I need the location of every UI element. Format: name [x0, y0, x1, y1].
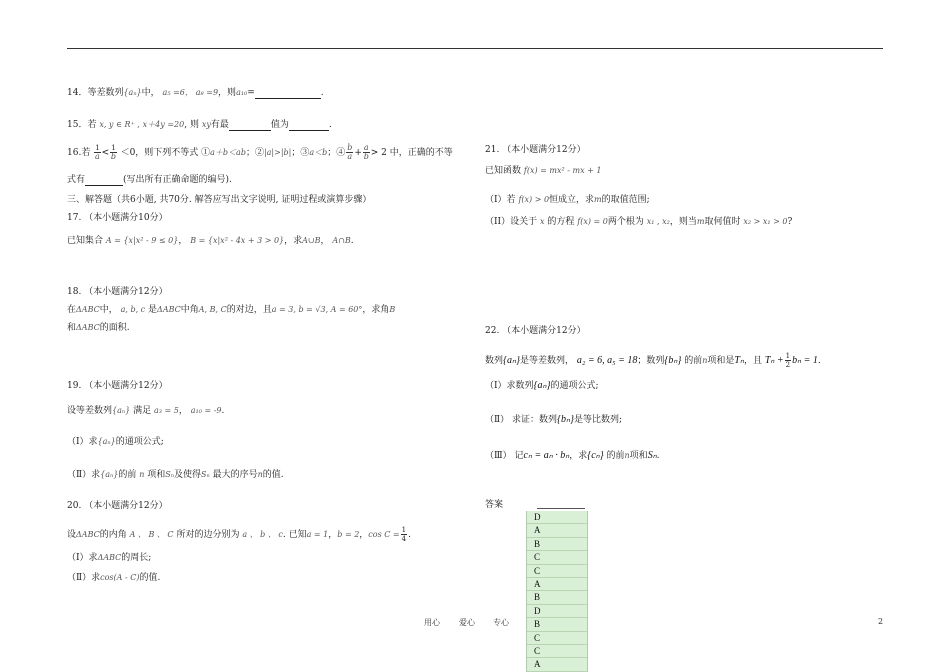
q20-b: 的内角 [99, 530, 127, 540]
answer-cell: C [527, 645, 587, 658]
q15-vars: x, y ∈ R⁺ , [99, 120, 140, 129]
q22-cn: cₙ = aₙ · bₙ [523, 450, 570, 461]
q17-body [67, 235, 354, 247]
q18-angles: A, B, C [198, 305, 227, 314]
q20-angles: A 、 B 、 C [129, 530, 174, 539]
q22-n: n [702, 356, 708, 365]
q17-end: . [350, 236, 354, 246]
q18-heading: 18. （本小题满分12分） [67, 287, 168, 297]
footer-mid: 爱心 [459, 618, 475, 627]
q15-value-word: 值为 [270, 120, 289, 130]
q15-xy: xy [201, 120, 211, 129]
q22-p1-b: 的通项公式; [550, 381, 599, 391]
q21-heading: 21. （本小题满分12分） [485, 145, 586, 155]
q19-an: {aₙ} [112, 406, 131, 415]
q20-p1-b: 的周长; [121, 553, 152, 563]
answer-cell: C [527, 551, 587, 564]
q22-f: ，且 [743, 356, 762, 366]
q20-heading: 20. （本小题满分12分） [67, 501, 168, 511]
answer-cell: C [527, 632, 587, 645]
q21-x: x [540, 217, 545, 226]
q22-part-1 [485, 380, 599, 392]
answer-cell: D [527, 605, 587, 618]
q22-tn: Tₙ [734, 355, 744, 366]
q16-item2: |a|>|b| [263, 148, 292, 157]
q22-p2-bn: {bₙ} [556, 414, 574, 425]
q20-p1-a: （Ⅰ）求 [67, 553, 98, 563]
q16-sep3: ；④ [327, 148, 346, 158]
q20-c2: b = 2 [337, 530, 360, 539]
fraction-b-a: $\frac{b}{a}$ [347, 143, 353, 161]
q20-part-2 [67, 572, 160, 584]
q21-part-1 [485, 194, 650, 206]
question-14 [67, 87, 324, 99]
q19-b: 满足 [133, 406, 152, 416]
q21-p2-eq: f(x) = 0 [577, 217, 608, 226]
q19-p2-c: 项和 [147, 470, 166, 480]
q21-p2-c: 两个根为 [607, 217, 644, 227]
q22-p3-end: . [656, 451, 660, 461]
q19-a: 设等差数列 [67, 406, 113, 416]
q21-line1: 已知函数 [485, 166, 522, 176]
q17-comma: ， [320, 236, 330, 246]
q18-b: 中， [99, 305, 118, 315]
q21-p1-cond: f(x) > 0 [518, 195, 550, 204]
answer-label: 答案 [485, 500, 504, 510]
q19-n: n [139, 470, 145, 479]
q15-has: 有最 [210, 120, 229, 130]
q18-cond: a = 3, b = √3, A = 60° [271, 305, 363, 314]
q22-sn: Sₙ [647, 450, 657, 461]
q19-sn: Sₙ [165, 470, 174, 479]
q19-heading: 19. （本小题满分12分） [67, 381, 168, 391]
q20-sep: ， [328, 530, 338, 540]
q22-p2-b: 是等比数列; [573, 415, 623, 425]
q18-tri-3: ΔABC [76, 323, 100, 332]
answer-blank[interactable] [229, 121, 271, 131]
q20-end: . [408, 530, 411, 540]
q22-heading: 22. （本小题满分12分） [485, 326, 586, 336]
q16-mid: ＜0，则下列不等式 ① [120, 148, 211, 158]
q21-p2-cond: x₂ > x₁ > 0 [743, 217, 788, 226]
q14-end: . [320, 88, 324, 98]
q17-set-a: A = {x|x² - 9 ≤ 0} [105, 236, 179, 245]
q18-angle-b: B [389, 305, 396, 314]
answer-cell: B [527, 591, 587, 604]
q20-cos: cos C = [368, 530, 400, 539]
q19-sn-2: Sₙ [201, 470, 210, 479]
q22-p1-a: （Ⅰ）求数列 [485, 381, 534, 391]
q19-p2-e: 最大的序号 [212, 470, 258, 480]
q22-p3-d: 项和 [629, 451, 648, 461]
q22-half-den: 2 [785, 361, 791, 369]
q19-sep: ， [178, 406, 188, 416]
q16-sep1: ；② [245, 148, 264, 158]
q16-item1: a＋b＜ab [210, 148, 246, 157]
q20-a: 设 [67, 530, 77, 540]
q14-cond1: a₅ =6， [162, 88, 193, 97]
q22-body [485, 352, 821, 369]
q22-d: 的前 [684, 356, 703, 366]
fraction-1-b: $\frac{1}{b}$ [110, 144, 117, 161]
q22-an: {aₙ} [503, 355, 520, 366]
q16-line2-end: (写出所有正确命题的编号). [123, 175, 232, 185]
q21-p1-c: 的取值范围; [601, 195, 650, 205]
q22-bn: {bₙ} [664, 355, 682, 366]
q18-tri: ΔABC [76, 305, 100, 314]
q17-ask2: A∩B [332, 236, 351, 245]
section-3-heading: 三、解答题（共6小题, 共70分. 解答应写出文字说明, 证明过程或演算步骤） [67, 195, 372, 205]
header-rule [67, 48, 883, 49]
q18-tri-2: ΔABC [157, 305, 181, 314]
question-15 [67, 119, 332, 131]
q16-sep2: ；③ [291, 148, 310, 158]
answer-cell: A [527, 658, 587, 671]
answer-cell: C [527, 565, 587, 578]
q22-a: 数列 [485, 356, 504, 366]
q22-p3-c: 的前 [606, 451, 625, 461]
q22-p2-a: （Ⅱ） 求证：数列 [485, 415, 557, 425]
q20-c: 所对的边分别为 [176, 530, 240, 540]
q20-p2-expr: cos(A - C) [100, 573, 140, 582]
q16-item3: a＜b [309, 148, 328, 157]
q20-body [67, 526, 411, 543]
q22-cn2: {cₙ} [587, 450, 604, 461]
q19-c1: a₃ = 5 [153, 406, 179, 415]
q15-tail: , 则 [184, 120, 199, 130]
q19-end: . [221, 406, 225, 416]
q16-start: 16.若 [67, 148, 91, 158]
q18-body-2 [67, 322, 130, 334]
q14-label: 14．等差数列 [67, 88, 124, 98]
q22-tn2: Tₙ + [764, 355, 784, 366]
answer-blank[interactable] [255, 89, 321, 99]
q15-cond: x＋4y =20 [142, 120, 185, 129]
fraction-1-a: $\frac{1}{a}$ [95, 144, 100, 161]
q20-sides: a 、 b 、 c [242, 530, 283, 539]
answer-blank[interactable] [289, 121, 329, 131]
q20-tri: ΔABC [76, 530, 100, 539]
q14-tail: ，则 [218, 88, 237, 98]
seq-an: {aₙ} [123, 88, 142, 97]
q14-cond2: a₈ =9 [195, 88, 219, 97]
question-16-line2 [67, 174, 232, 186]
q22-bn2: bₙ = 1 [792, 355, 818, 366]
q21-part-2 [485, 216, 792, 228]
footer-right: 专心 [493, 618, 509, 627]
q20-p1-tri: ΔABC [97, 553, 122, 562]
q17-ask1: A∪B [302, 236, 321, 245]
q19-p2-d: 及使得 [174, 470, 202, 480]
q19-p2-an: {aₙ} [100, 470, 119, 479]
q17-set-b: B = {x|x² - 4x + 3 > 0} [190, 236, 285, 245]
q19-c2: a₁₀ = -9 [190, 406, 222, 415]
q20-frac-den: 4 [401, 535, 407, 543]
q17-text-a: 已知集合 [67, 236, 104, 246]
q22-p1-an: {aₙ} [533, 380, 551, 391]
q18-e: 的对边，且 [226, 305, 272, 315]
q19-part-1 [67, 436, 164, 448]
q17-sep: ， [178, 236, 188, 246]
q18-c: 是 [148, 305, 158, 315]
footer-left: 用心 [424, 618, 440, 627]
q20-d: . 已知 [282, 530, 307, 540]
q19-p2-f: 的值. [262, 470, 284, 480]
q21-fx: f(x) = mx² - mx + 1 [523, 166, 602, 175]
fraction-a-b: $\frac{a}{b}$ [363, 143, 369, 161]
q15-end: . [328, 120, 332, 130]
q18-a: 在 [67, 305, 77, 315]
q19-n-2: n [257, 470, 263, 479]
q18-d: 中角 [180, 305, 199, 315]
q21-p2-b: 的方程 [547, 217, 575, 227]
q19-p1-a: （Ⅰ）求 [67, 437, 98, 447]
q21-body [485, 165, 601, 177]
answer-cell: A [527, 524, 587, 537]
q22-part-3 [485, 450, 660, 462]
q19-p2-b: 的前 [118, 470, 137, 480]
q21-p2-a: （II）设关于 [485, 217, 538, 227]
q22-end: . [817, 356, 821, 366]
q21-p1-a: （I）若 [485, 195, 516, 205]
q22-p3-a: （Ⅲ） 记 [485, 451, 524, 461]
q20-fraction [401, 526, 407, 543]
q21-p2-e: 取何值时 [704, 217, 741, 227]
q20-p2-a: （Ⅱ）求 [67, 573, 101, 583]
q18-line2-a: 和 [67, 323, 77, 333]
answer-cell: A [527, 578, 587, 591]
q22-p3-n: n [624, 451, 630, 460]
answer-table [526, 511, 588, 672]
q21-p2-d: ，则当 [669, 217, 697, 227]
q16-line2-start: 式有 [67, 175, 86, 185]
q22-cond: a₂ = 6, a₅ = 18 [576, 355, 638, 366]
q20-c1: a = 1 [306, 530, 329, 539]
q17-text-b: ，求 [284, 236, 303, 246]
answer-cell: B [527, 618, 587, 631]
q22-e: 项和是 [707, 356, 735, 366]
question-16-line1: 16.若 $\frac{1}{a}$ < $\frac{1}{b}$ ＜0，则下列不等式 ①a＋b＜ab；②|a|>|b|；③a＜b；④ $\frac{b}{a}$ + $\frac{a}{b}$ > 2 中，正确的不等 [67, 143, 453, 161]
q19-p1-b: 的通项公式; [115, 437, 164, 447]
q20-part-1 [67, 552, 151, 564]
q21-roots: x₁ , x₂ [646, 217, 670, 226]
page-number: 2 [878, 617, 884, 626]
q22-b: 是等差数列， [520, 356, 575, 366]
q18-abc: a, b, c [120, 305, 146, 314]
q20-frac-num: 1 [401, 526, 407, 534]
q18-body-1 [67, 304, 395, 316]
q21-m-2: m [696, 217, 705, 226]
answer-blank[interactable] [85, 176, 123, 186]
q21-m: m [594, 195, 602, 204]
q14-target: a₁₀ [236, 88, 248, 97]
q22-c: ；数列 [637, 356, 665, 366]
q22-p3-b: ，求 [569, 451, 588, 461]
q18-f: ，求角 [362, 305, 390, 315]
q22-half [785, 352, 791, 369]
q22-part-2 [485, 414, 622, 426]
q19-p1-an: {aₙ} [97, 437, 116, 446]
q21-p1-b: 恒成立，求 [549, 195, 595, 205]
q18-line2-b: 的面积. [99, 323, 130, 333]
q19-part-2 [67, 469, 284, 481]
answer-cell: D [527, 511, 587, 524]
answer-cell: B [527, 538, 587, 551]
q21-p2-end: ? [787, 217, 793, 227]
q16-end: > 2 中，正确的不等 [370, 148, 453, 158]
q15-label: 15．若 [67, 120, 97, 130]
q20-sep-2: ， [359, 530, 369, 540]
q14-mid: 中， [141, 88, 160, 98]
q17-heading: 17. （本小题满分10分） [67, 213, 168, 223]
q14-eq: = [247, 88, 255, 98]
q19-body [67, 405, 224, 417]
q19-p2-a: （Ⅱ）求 [67, 470, 101, 480]
q20-p2-b: 的值. [139, 573, 161, 583]
q22-half-num: 1 [785, 352, 791, 360]
